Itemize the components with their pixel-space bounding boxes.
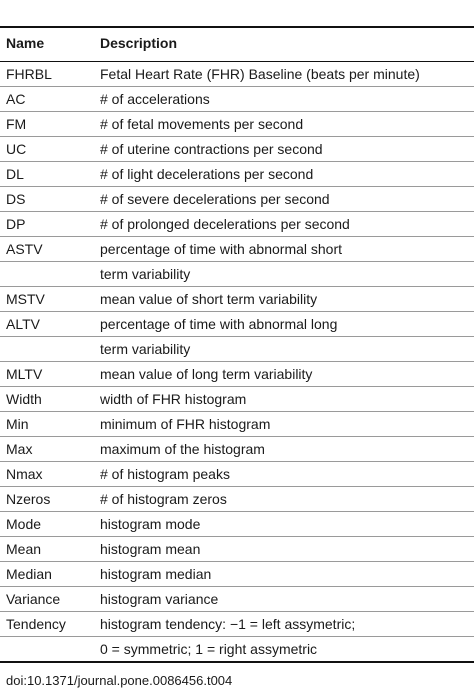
bottom-rule <box>0 661 474 663</box>
table-row <box>0 237 474 262</box>
row-name: MSTV <box>6 291 45 307</box>
table-row <box>0 287 474 312</box>
row-name: Width <box>6 391 42 407</box>
row-name: Nzeros <box>6 491 51 507</box>
table-row <box>0 487 474 512</box>
table-header <box>0 31 474 56</box>
row-description: histogram mean <box>100 541 201 557</box>
table-row <box>0 137 474 162</box>
table-row <box>0 362 474 387</box>
row-description: # of fetal movements per second <box>100 116 304 132</box>
header-name: Name <box>6 35 45 51</box>
table-row <box>0 312 474 337</box>
row-name: UC <box>6 141 27 157</box>
row-name: Mode <box>6 516 42 532</box>
row-description: histogram tendency: −1 = left assymetric; <box>100 616 356 632</box>
row-description: maximum of the histogram <box>100 441 265 457</box>
row-description: Fetal Heart Rate (FHR) Baseline (beats per minute) <box>100 66 420 82</box>
row-name: Median <box>6 566 52 582</box>
table-row <box>0 262 474 287</box>
row-description: term variability <box>100 266 191 282</box>
row-description: # of light decelerations per second <box>100 166 314 182</box>
row-description: percentage of time with abnormal short <box>100 241 343 257</box>
row-name: DL <box>6 166 24 182</box>
row-description: # of uterine contractions per second <box>100 141 323 157</box>
row-description: mean value of long term variability <box>100 366 313 382</box>
row-description: mean value of short term variability <box>100 291 318 307</box>
header-description: Description <box>100 35 178 51</box>
row-description: # of accelerations <box>100 91 210 107</box>
row-description: percentage of time with abnormal long <box>100 316 338 332</box>
table-row <box>0 212 474 237</box>
table-row <box>0 437 474 462</box>
row-name: FM <box>6 116 27 132</box>
row-name: MLTV <box>6 366 43 382</box>
table-row <box>0 462 474 487</box>
row-description: # of histogram peaks <box>100 466 230 482</box>
table-row <box>0 537 474 562</box>
table-row <box>0 87 474 112</box>
row-name: Variance <box>6 591 61 607</box>
table-row <box>0 62 474 87</box>
table-row <box>0 112 474 137</box>
row-name: AC <box>6 91 26 107</box>
row-name: DP <box>6 216 26 232</box>
table-row <box>0 587 474 612</box>
row-description: 0 = symmetric; 1 = right assymetric <box>100 641 318 657</box>
table-row <box>0 412 474 437</box>
row-name: Nmax <box>6 466 43 482</box>
row-description: # of histogram zeros <box>100 491 227 507</box>
table-row <box>0 562 474 587</box>
row-description: width of FHR histogram <box>100 391 247 407</box>
row-name: ASTV <box>6 241 43 257</box>
table-row <box>0 637 474 662</box>
row-description: # of severe decelerations per second <box>100 191 330 207</box>
row-description: minimum of FHR histogram <box>100 416 271 432</box>
table-body <box>0 62 474 662</box>
row-name: Max <box>6 441 33 457</box>
top-rule <box>0 26 474 28</box>
table-row <box>0 387 474 412</box>
row-name: Mean <box>6 541 42 557</box>
row-name: Tendency <box>6 616 66 632</box>
row-description: # of prolonged decelerations per second <box>100 216 350 232</box>
row-name: ALTV <box>6 316 40 332</box>
row-name: DS <box>6 191 26 207</box>
doi-caption: doi:10.1371/journal.pone.0086456.t004 <box>6 673 233 688</box>
table-row <box>0 612 474 637</box>
row-description: histogram variance <box>100 591 219 607</box>
table-row <box>0 162 474 187</box>
row-description: histogram median <box>100 566 212 582</box>
row-description: term variability <box>100 341 191 357</box>
row-name: FHRBL <box>6 66 52 82</box>
row-description: histogram mode <box>100 516 201 532</box>
table-row <box>0 337 474 362</box>
row-name: Min <box>6 416 29 432</box>
table-row <box>0 187 474 212</box>
table-row <box>0 512 474 537</box>
